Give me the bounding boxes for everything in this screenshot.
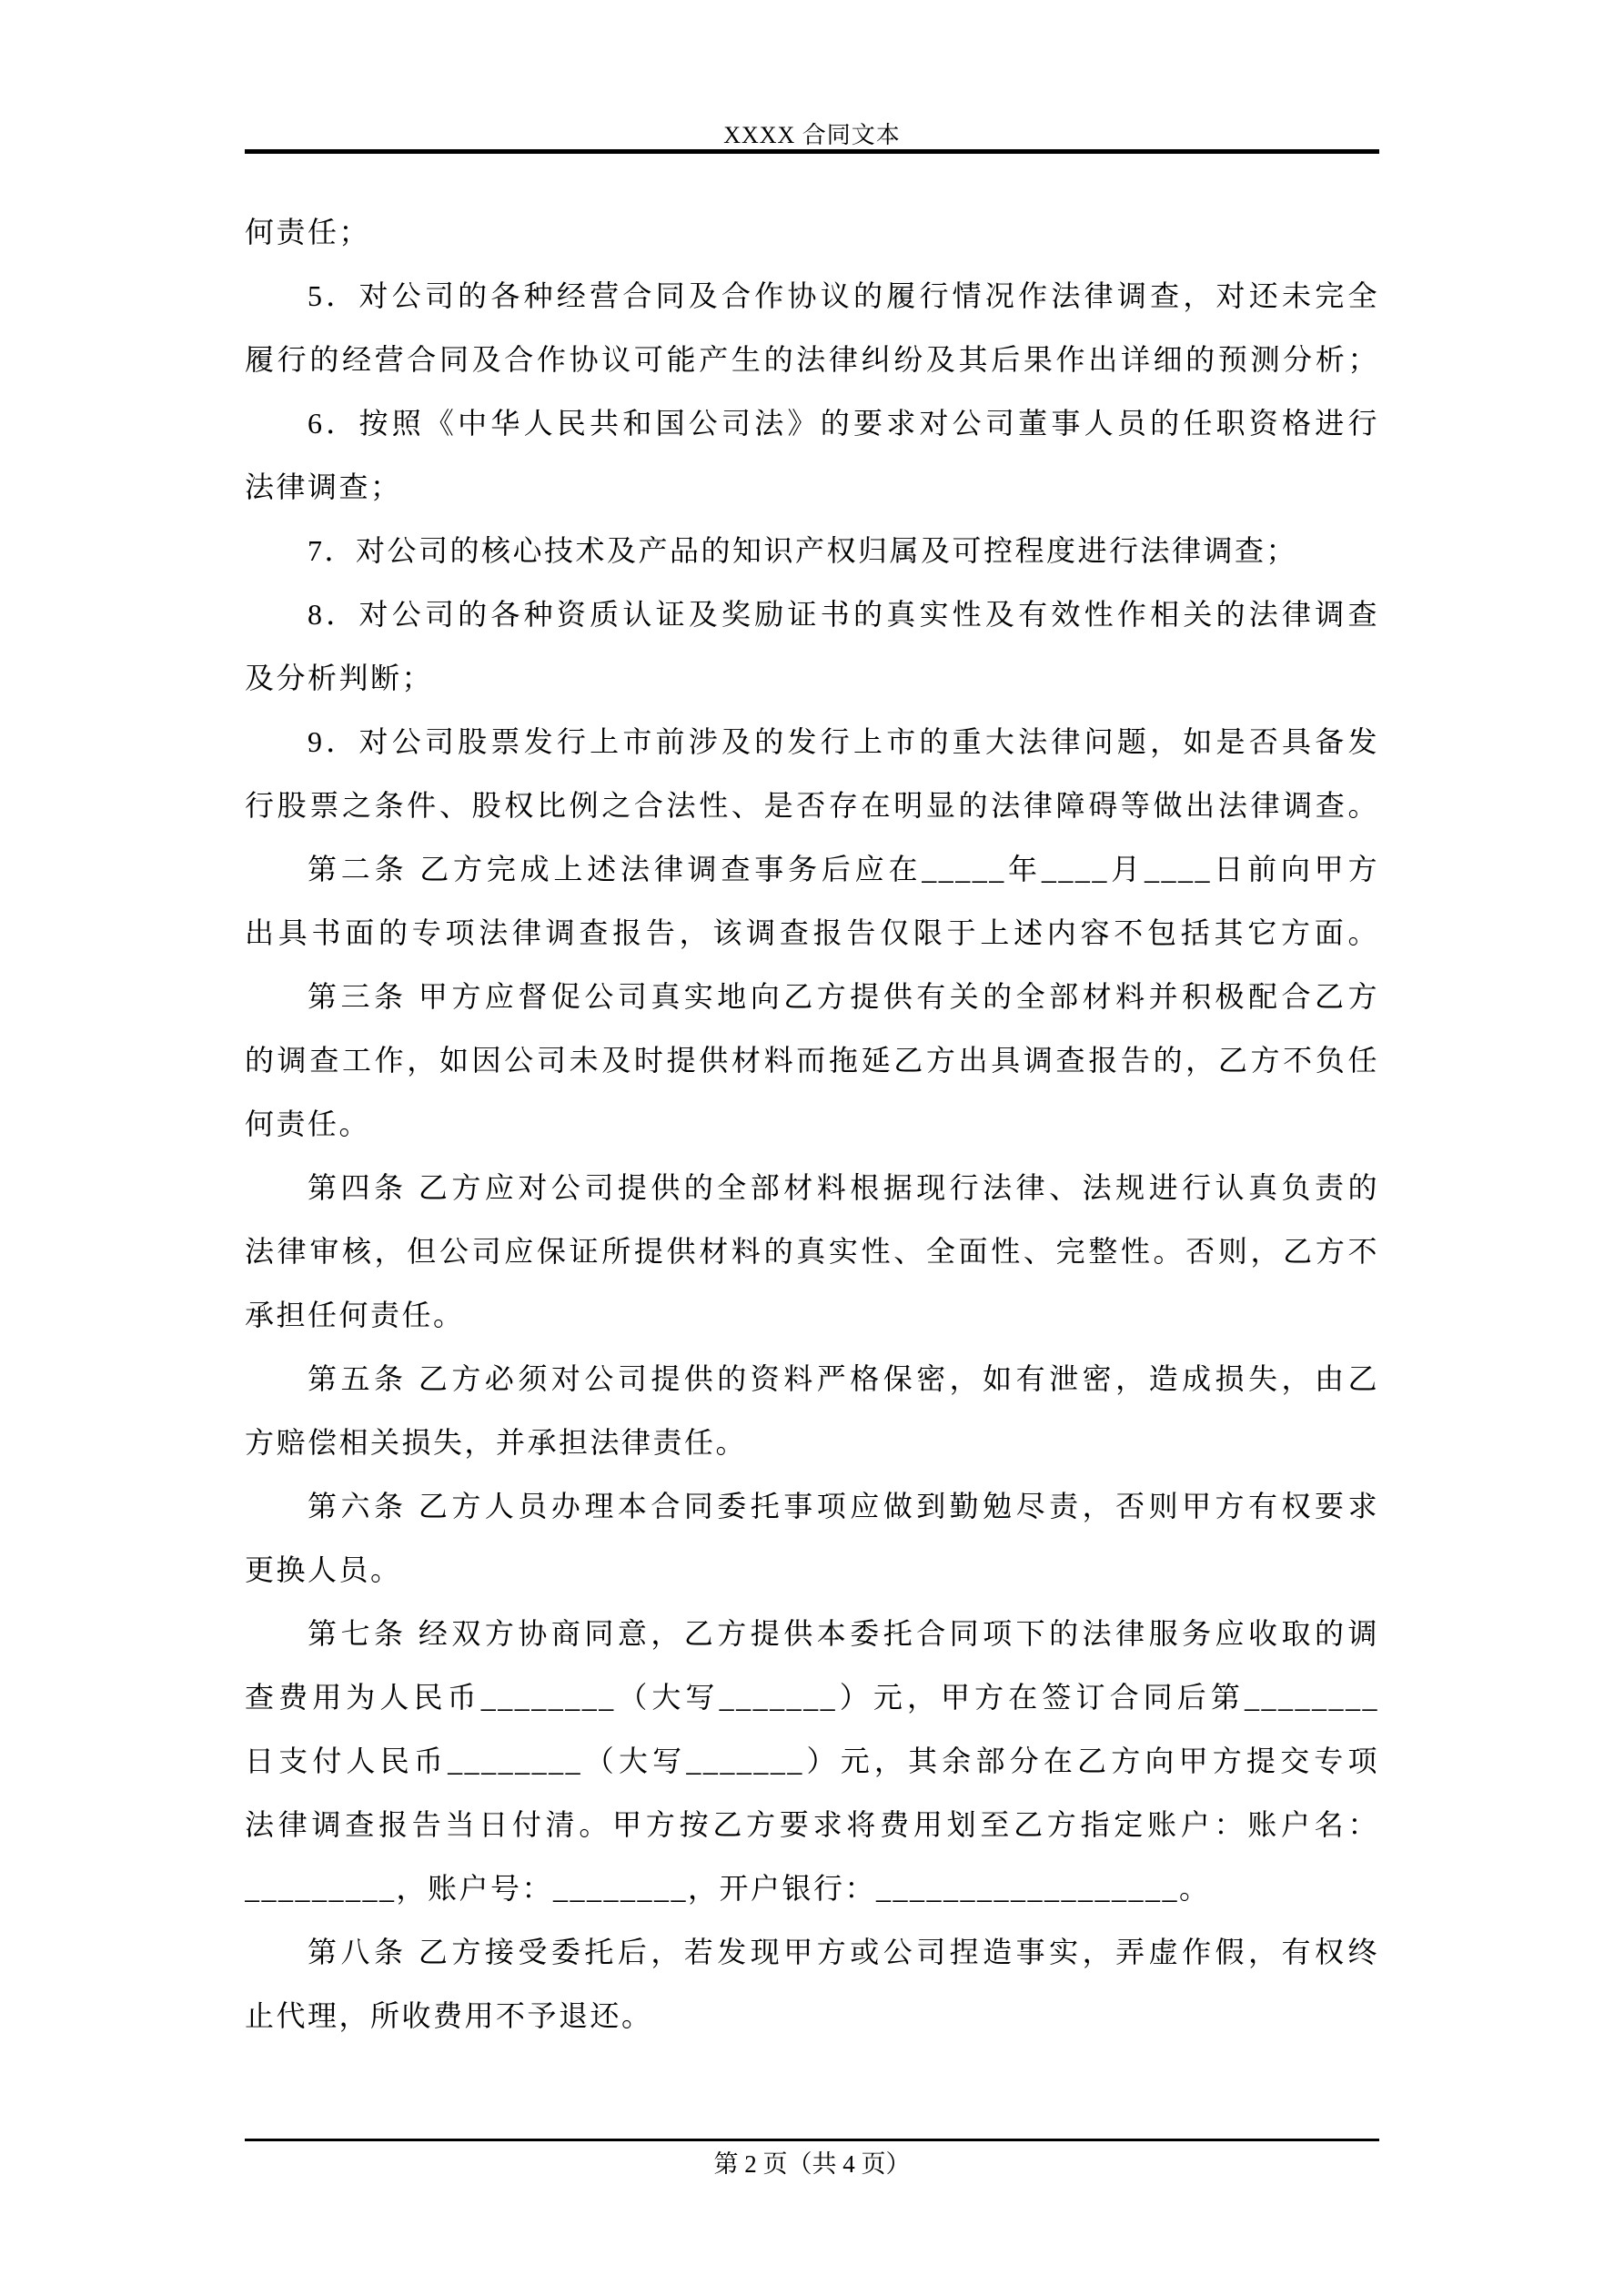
- document-line: 6．按照《中华人民共和国公司法》的要求对公司董事人员的任职资格进行: [308, 407, 1379, 440]
- document-line: 止代理，所收费用不予退还。: [245, 1999, 653, 2032]
- header-rule: [245, 149, 1379, 154]
- document-line: 第七条 经双方协商同意，乙方提供本委托合同项下的法律服务应收取的调: [308, 1617, 1379, 1650]
- document-line: 9．对公司股票发行上市前涉及的发行上市的重大法律问题，如是否具备发: [308, 725, 1379, 758]
- document-line: 第八条 乙方接受委托后，若发现甲方或公司捏造事实，弄虚作假，有权终: [308, 1936, 1379, 1968]
- document-line: 的调查工作，如因公司未及时提供材料而拖延乙方出具调查报告的，乙方不负任: [245, 1044, 1379, 1077]
- document-line: 法律调查；: [245, 470, 402, 503]
- document-line: 出具书面的专项法律调查报告，该调查报告仅限于上述内容不包括其它方面。: [245, 916, 1379, 949]
- document-line: 及分析判断；: [245, 662, 434, 694]
- document-line: 法律调查报告当日付清。甲方按乙方要求将费用划至乙方指定账户：账户名：: [245, 1808, 1379, 1841]
- footer-rule: [245, 2139, 1379, 2141]
- document-line: 更换人员。: [245, 1553, 402, 1586]
- page-number: 第 2 页（共 4 页）: [713, 2150, 911, 2178]
- document-line: 日支付人民币________（大写_______）元，其余部分在乙方向甲方提交专项: [245, 1745, 1379, 1777]
- document-line: 承担任何责任。: [245, 1299, 465, 1331]
- document-line: 行股票之条件、股权比例之合法性、是否存在明显的法律障碍等做出法律调查。: [245, 789, 1379, 822]
- document-line: 第六条 乙方人员办理本合同委托事项应做到勤勉尽责，否则甲方有权要求: [308, 1490, 1379, 1522]
- document-line: 第四条 乙方应对公司提供的全部材料根据现行法律、法规进行认真负责的: [308, 1171, 1379, 1204]
- document-line: 法律审核，但公司应保证所提供材料的真实性、全面性、完整性。否则，乙方不: [245, 1235, 1379, 1268]
- document-line: 何责任。: [245, 1108, 371, 1140]
- document-line: 第五条 乙方必须对公司提供的资料严格保密，如有泄密，造成损失，由乙: [308, 1362, 1379, 1395]
- document-line: 8．对公司的各种资质认证及奖励证书的真实性及有效性作相关的法律调查: [308, 598, 1379, 631]
- document-line: 7．对公司的核心技术及产品的知识产权归属及可控程度进行法律调查；: [308, 534, 1298, 567]
- header-title: XXXX 合同文本: [723, 122, 901, 148]
- document-line: 履行的经营合同及合作协议可能产生的法律纠纷及其后果作出详细的预测分析；: [245, 343, 1379, 376]
- document-line: 第二条 乙方完成上述法律调查事务后应在_____年____月____日前向甲方: [308, 853, 1379, 885]
- document-line: 第三条 甲方应督促公司真实地向乙方提供有关的全部材料并积极配合乙方: [308, 980, 1379, 1013]
- document-line: 5．对公司的各种经营合同及合作协议的履行情况作法律调查，对还未完全: [308, 279, 1379, 312]
- document-line: 何责任；: [245, 216, 371, 248]
- document-line: _________，账户号：________，开户银行：__________________。: [245, 1872, 1211, 1905]
- document-line: 方赔偿相关损失，并承担法律责任。: [245, 1426, 748, 1459]
- document-body: [245, 200, 1379, 2048]
- document-line: 查费用为人民币________（大写_______）元，甲方在签订合同后第________: [245, 1681, 1379, 1714]
